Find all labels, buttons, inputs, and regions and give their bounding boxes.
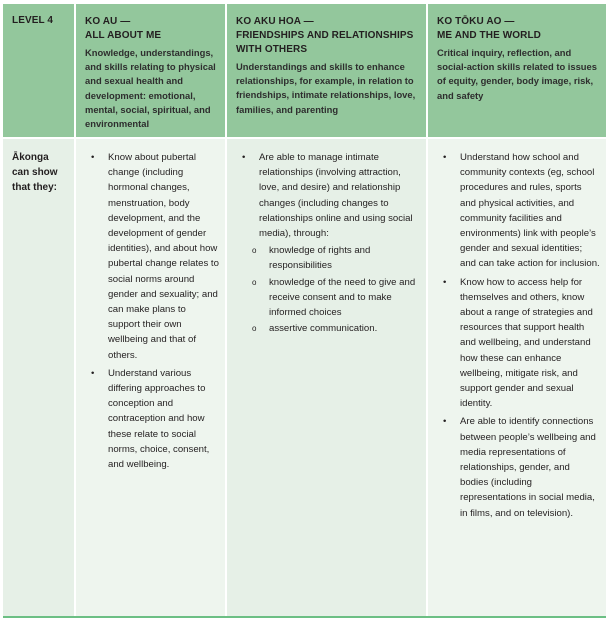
column-description: Critical inquiry, reflection, and social-action skills related to issues of equity, gender, body image, risk, and safety [437,47,597,101]
header-ko-aku-hoa-cell [227,4,426,137]
column-title [437,15,598,43]
column-description: Knowledge, understandings, and skills relating to physical and sexual health and development: emotional, mental, social, spiritual, and environmental [85,47,216,130]
row-label: Ākonga can show that they: [12,152,58,194]
ko-au-cell [76,139,225,616]
header-ko-toku-ao-cell [428,4,606,137]
column-title-line1: KO TŌKU AO — [437,16,515,27]
column-title-line1: KO AU — [85,16,131,27]
list-item: • Understand how school and community contexts (eg, school procedures and rules, sports and physical activities, and community facilities and environments) link with people’s gender and sexual identities; and can take action for inclusion. [437,150,600,272]
list-item-text: Are able to manage intimate relationships (involving attraction, love, and desire) and relationship changes (including changes to relationships online and using social media), through: [259,152,413,240]
bottom-rule [3,616,606,618]
body-row [3,139,606,616]
header-ko-au-cell [76,4,225,137]
level-label: LEVEL 4 [12,15,54,26]
sub-list-item: o assertive communication. [250,321,420,336]
list-item: • Understand various differing approaches to conception and contraception and how these relate to social norms, choice, consent, and wellbeing. [85,366,219,472]
list-item [236,150,420,336]
list-item: • Know how to access help for themselves and others, know about a range of strategies and resources that support health and wellbeing, and understand how these can enhance wellbeing, mitigate risk, and support gender and sexual identity. [437,275,600,412]
ko-toku-ao-cell [428,139,606,616]
sub-list [250,243,420,336]
bullet-list [236,150,420,336]
curriculum-table [3,4,606,618]
column-title [236,15,418,57]
column-title-line2: ALL ABOUT ME [85,30,162,41]
header-level-cell [3,4,74,137]
bullet-list [85,150,219,472]
column-description: Understandings and skills to enhance relationships, for example, in relation to friendships, intimate relationships, love, families, and parenting [236,61,416,115]
bullet-list [437,150,600,521]
column-title-line2: FRIENDSHIPS AND RELATIONSHIPS WITH OTHERS [236,30,414,55]
sub-list-item: o knowledge of the need to give and receive consent and to make informed choices [250,275,420,321]
ko-aku-hoa-cell [227,139,426,616]
sub-list-item: o knowledge of rights and responsibilities [250,243,420,273]
row-label-cell [3,139,74,616]
list-item: • Know about pubertal change (including hormonal changes, menstruation, body development, and the development of gender identities), and about how pubertal change relates to social norms around gender and sexuality; and can make plans to support their own wellbeing and that of others. [85,150,219,363]
column-title [85,15,217,43]
column-title-line1: KO AKU HOA — [236,16,314,27]
header-row [3,4,606,137]
column-title-line2: ME AND THE WORLD [437,30,541,41]
list-item: • Are able to identify connections between people’s wellbeing and media representations of relationships, gender, and bodies (including representations in social media, in films, and on television). [437,414,600,520]
